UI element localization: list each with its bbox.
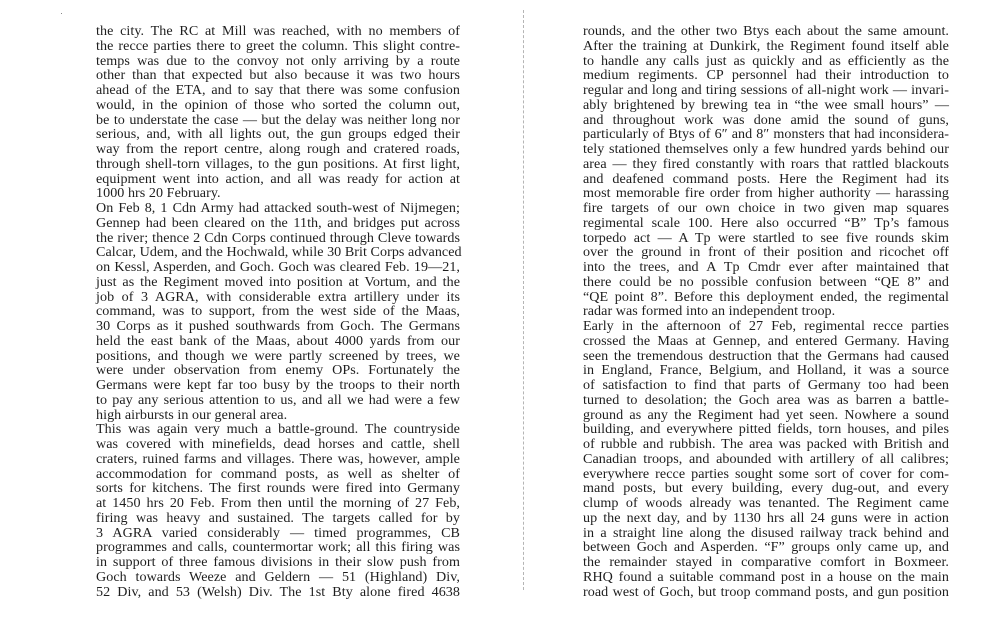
text-line: way from the report centre, along rough and cratered roads, <box>96 141 460 157</box>
text-line: to pay any serious attention to us, and all we had were a few <box>96 391 460 408</box>
text-line: be to understate the case — but the delay was neither long nor <box>96 111 460 128</box>
text-line: RHQ found a suitable command post in a house on the main <box>583 568 949 585</box>
text-line: would, in the opinion of those who sorted the column out, <box>96 96 460 113</box>
text-line: accommodation for command posts, as well as shelter of <box>96 465 460 482</box>
text-line: building, and everywhere pitted fields, torn houses, and piles <box>583 421 949 438</box>
text-line: were under observation from enemy OPs. Fortunately the <box>96 362 460 379</box>
text-line: craters, ruined farms and villages. There was, however, ample <box>96 450 460 467</box>
left-page-text <box>96 24 460 599</box>
text-line: of satisfaction to find that parts of Germany too had been <box>583 377 949 393</box>
text-line: everywhere recce parties sought some sort of cover for com- <box>583 465 949 482</box>
text-line: “QE point 8”. Before this deployment ended, the regimental <box>583 288 949 305</box>
text-line: other than that expected but also because it was two hours <box>96 67 460 84</box>
text-line: to handle any calls just as quickly and as efficiently as the <box>583 52 949 69</box>
text-line: the remainder stayed in comparative comfort in Boxmeer. <box>583 554 949 570</box>
text-line: Goch towards Weeze and Geldern — 51 (Highland) Div, <box>96 568 460 585</box>
text-line: there could be no possible confusion between “QE 8” and <box>583 273 949 290</box>
text-line: radar was formed into an independent troop. <box>583 303 836 320</box>
text-line: fire targets of our own choice in two given map squares <box>583 200 949 216</box>
text-line: After the training at Dunkirk, the Regiment found itself able <box>583 37 949 54</box>
text-line: ably brightened by brewing tea in “the wee small hours” — <box>583 96 949 113</box>
text-line: mand posts, but every building, every dug-out, and every <box>583 480 949 497</box>
text-line: Gennep had been cleared on the 11th, and bridges put across <box>96 214 460 231</box>
text-line: and deafened command posts. Here the Regiment had its <box>583 170 949 187</box>
text-line: Canadian troops, and abounded with artillery of all calibres; <box>583 450 949 467</box>
text-line: high airbursts in our general area. <box>96 406 288 423</box>
text-line: equipment went into action, and all was ready for action at <box>96 170 460 187</box>
text-line: sorts for kitchens. The first rounds were fired into Germany <box>96 480 460 497</box>
text-line: clump of woods already was tenanted. The Regiment came <box>583 495 949 511</box>
text-line: through shell-torn villages, to the gun positions. At first light, <box>96 155 460 172</box>
text-line: Germans were kept far too busy by the troops to their north <box>96 377 460 393</box>
text-line: regimental scale 100. Here also occurred “B” Tp’s famous <box>583 214 949 231</box>
text-line: ground as any the Regiment had yet seen. Nowhere a sound <box>583 406 949 423</box>
text-line: torpedo act — A Tp were startled to see five rounds skim <box>583 229 949 246</box>
text-line: command, was to support, from the west side of the Maas, <box>96 303 460 320</box>
text-line: at 1450 hrs 20 Feb. From then until the morning of 27 Feb, <box>96 495 460 511</box>
text-line: over the ground in front of their position and ricochet off <box>583 244 949 261</box>
text-line: the recce parties there to greet the column. This slight contre- <box>96 37 460 54</box>
text-line: seen the tremendous destruction that the Germans had caused <box>583 347 949 364</box>
text-line: programmes and calls, countermortar work; all this firing was <box>96 539 460 556</box>
text-line: the city. The RC at Mill was reached, with no members of <box>96 23 460 39</box>
text-line: area — they fired constantly with roars that rattled blackouts <box>583 155 949 172</box>
text-line: 3 AGRA varied considerably — timed programmes, CB <box>96 524 460 541</box>
text-line: held the east bank of the Maas, about 4000 yards from our <box>96 332 460 349</box>
text-line: in support of three famous divisions in their slow push from <box>96 554 460 570</box>
text-line: This was again very much a battle-ground. The countryside <box>96 421 460 438</box>
text-line: the river; thence 2 Cdn Corps continued through Cleve towards <box>96 229 460 246</box>
text-line: was covered with minefields, dead horses and cattle, shell <box>96 436 460 452</box>
text-line: Early in the afternoon of 27 Feb, regimental recce parties <box>583 318 949 334</box>
text-line: crossed the Maas at Gennep, and entered Germany. Having <box>583 332 949 349</box>
text-line: 52 Div, and 53 (Welsh) Div. The 1st Bty alone fired 4638 <box>96 583 460 600</box>
text-line: 30 Corps as it pushed southwards from Goch. The Germans <box>96 318 460 334</box>
text-line: of rubble and rubbish. The area was packed with British and <box>583 436 949 452</box>
text-line: positions, and though we were partly screened by trees, we <box>96 347 460 364</box>
text-line: firing was heavy and sustained. The targets called for by <box>96 509 460 526</box>
text-line: Calcar, Udem, and the Hochwald, while 30 Brit Corps advanced <box>96 244 462 261</box>
text-line: and throughout work was done amid the sound of guns, <box>583 111 949 128</box>
text-line: rounds, and the other two Btys each about the same amount. <box>583 23 949 39</box>
text-line: road west of Goch, but troop command posts, and gun position <box>583 583 949 600</box>
text-line: job of 3 AGRA, with considerable extra artillery under its <box>96 288 460 305</box>
right-page-text <box>583 24 949 599</box>
text-line: regular and long and tiring sessions of all-night work — invari- <box>583 82 949 98</box>
text-line: ahead of the ETA, and to say that there was some confusion <box>96 82 460 98</box>
text-line: into the trees, and A Tp Cmdr ever after maintained that <box>583 259 949 275</box>
text-line: on Kessl, Asperden, and Goch. Goch was cleared Feb. 19—21, <box>96 259 460 275</box>
text-line: in England, France, Belgium, and Holland, it was a source <box>583 362 949 379</box>
text-line: 1000 hrs 20 February. <box>96 185 221 202</box>
text-line: between Goch and Asperden. “F” groups only came up, and <box>583 539 949 556</box>
scan-speck <box>61 13 62 14</box>
text-line: most memorable fire order from higher authority — harassing <box>583 185 949 202</box>
text-line: temps was due to the convoy not only arriving by a route <box>96 52 460 69</box>
text-line: particularly of Btys of 6″ and 8″ monsters that had inconsidera- <box>583 126 949 143</box>
page-gutter-fold <box>523 10 524 590</box>
text-line: in a straight line along the disused railway track behind and <box>583 524 949 541</box>
text-line: medium regiments. CP personnel had their introduction to <box>583 67 949 84</box>
text-line: up the next day, and by 1130 hrs all 24 guns were in action <box>583 509 949 526</box>
text-line: turned to desolation; the Goch area was as barren a battle- <box>583 391 949 408</box>
text-line: serious, and, with all lights out, the gun groups edged their <box>96 126 460 143</box>
text-line: just as the Regiment moved into position at Vortum, and the <box>96 273 460 290</box>
text-line: tely stationed themselves only a few hundred yards behind our <box>583 141 949 157</box>
text-line: On Feb 8, 1 Cdn Army had attacked south-west of Nijmegen; <box>96 200 460 216</box>
